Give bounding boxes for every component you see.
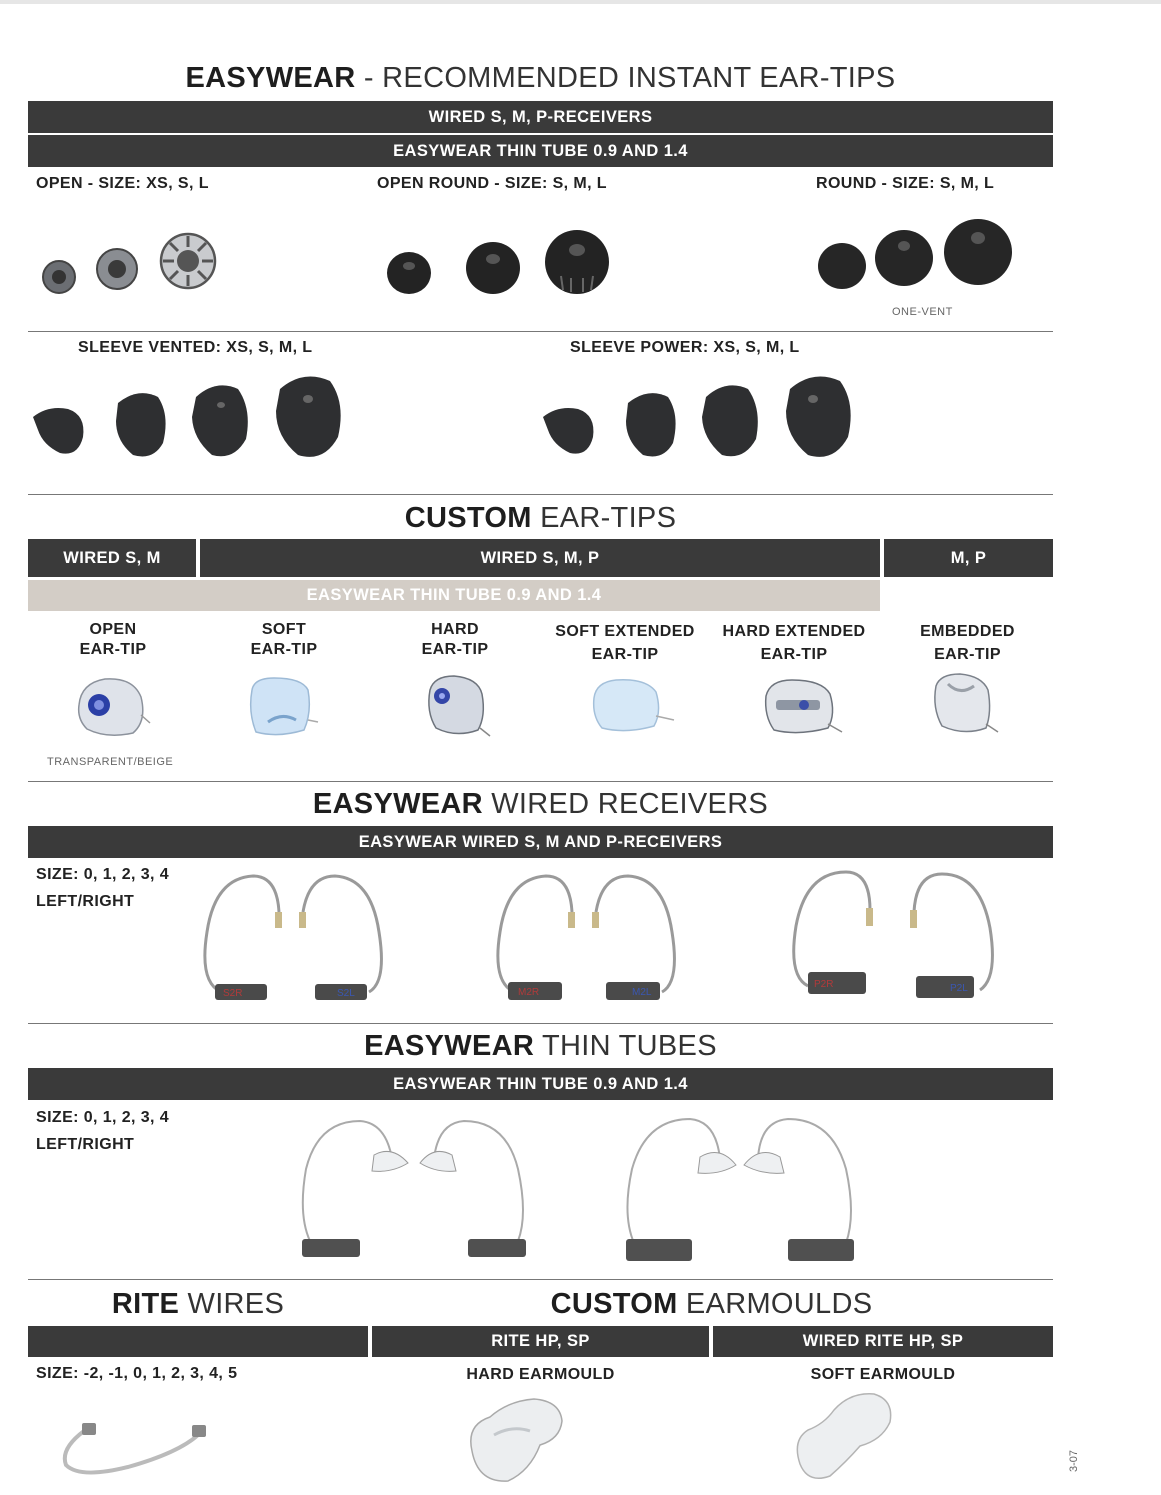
- hard-earmould-image: [464, 1395, 574, 1487]
- one-vent-note: ONE-VENT: [892, 306, 953, 318]
- receiver-m-pair-image: [488, 872, 688, 1004]
- sleeve-vented-label: SLEEVE VENTED: XS, S, M, L: [78, 339, 313, 356]
- receiver-side-label: LEFT/RIGHT: [36, 893, 135, 910]
- open-size-label: OPEN - SIZE: XS, S, L: [36, 175, 209, 192]
- hard-extended-ear-tip-label: HARD EXTENDED EAR-TIP: [722, 623, 866, 663]
- receiver-size-label: SIZE: 0, 1, 2, 3, 4: [36, 866, 169, 883]
- soft-earmould-label: SOFT EARMOULD: [810, 1366, 956, 1383]
- top-border: [0, 0, 1161, 4]
- round-size-label: ROUND - SIZE: S, M, L: [816, 175, 995, 192]
- transparent-beige-note: TRANSPARENT/BEIGE: [47, 756, 174, 768]
- hard-earmould-label: HARD EARMOULD: [466, 1366, 615, 1383]
- open-round-domes-image: [385, 228, 615, 298]
- receiver-s-pair-image: [195, 872, 395, 1004]
- sleeve-power-label: SLEEVE POWER: XS, S, M, L: [570, 339, 800, 356]
- thin-tube-pair-large-image: [620, 1115, 860, 1265]
- hard-ear-tip-label: HARD EAR-TIP: [421, 621, 489, 658]
- mp-bar: M, P: [884, 539, 1053, 577]
- open-ear-tip-label: OPEN EAR-TIP: [79, 621, 147, 658]
- custom-earmoulds-title: CUSTOM EARMOULDS: [550, 1288, 873, 1320]
- divider-2: [28, 494, 1053, 495]
- divider-4: [28, 1023, 1053, 1024]
- open-round-size-label: OPEN ROUND - SIZE: S, M, L: [377, 175, 607, 192]
- thin-tube-bar: EASYWEAR THIN TUBE 0.9 AND 1.4: [28, 135, 1053, 167]
- divider-3: [28, 781, 1053, 782]
- open-ear-tip-image: [75, 675, 155, 740]
- rite-size-label: SIZE: -2, -1, 0, 1, 2, 3, 4, 5: [36, 1365, 238, 1382]
- thin-tube-pair-small-image: [296, 1115, 531, 1263]
- thin-tubes-type-bar: EASYWEAR THIN TUBE 0.9 AND 1.4: [28, 1068, 1053, 1100]
- tube-size-label: SIZE: 0, 1, 2, 3, 4: [36, 1109, 169, 1126]
- wired-smp-bar: WIRED S, M, P: [200, 539, 880, 577]
- soft-extended-ear-tip-image: [590, 676, 678, 736]
- rite-hp-sp-bar: RITE HP, SP: [372, 1326, 709, 1357]
- instant-tips-title: EASYWEAR - RECOMMENDED INSTANT EAR-TIPS: [185, 62, 896, 94]
- divider-5: [28, 1279, 1053, 1280]
- receiver-tag-s2l: S2L: [337, 988, 355, 999]
- rite-wire-image: [58, 1415, 218, 1481]
- embedded-ear-tip-image: [930, 672, 1002, 738]
- soft-ear-tip-label: SOFT EAR-TIP: [250, 621, 318, 658]
- divider-1: [28, 331, 1053, 332]
- receiver-p-pair-image: [784, 868, 1004, 1004]
- rite-wires-title: RITE WIRES: [111, 1288, 285, 1320]
- embedded-ear-tip-label: EMBEDDED EAR-TIP: [920, 623, 1015, 663]
- receiver-tag-m2l: M2L: [632, 987, 652, 998]
- rite-wires-bar: [28, 1326, 368, 1357]
- soft-earmould-image: [790, 1390, 900, 1486]
- soft-extended-ear-tip-label: SOFT EXTENDED EAR-TIP: [555, 623, 695, 663]
- wired-receivers-type-bar: EASYWEAR WIRED S, M AND P-RECEIVERS: [28, 826, 1053, 858]
- tube-side-label: LEFT/RIGHT: [36, 1136, 135, 1153]
- sleeve-power-image: [538, 375, 868, 465]
- wired-receivers-bar: WIRED S, M, P-RECEIVERS: [28, 101, 1053, 133]
- soft-ear-tip-image: [248, 676, 323, 738]
- open-domes-image: [38, 225, 223, 300]
- wired-receivers-title: EASYWEAR WIRED RECEIVERS: [312, 788, 769, 820]
- sleeve-vented-image: [28, 375, 358, 465]
- receiver-tag-m2r: M2R: [518, 987, 540, 998]
- wired-sm-bar: WIRED S, M: [28, 539, 196, 577]
- receiver-tag-p2r: P2R: [814, 979, 834, 990]
- round-domes-image: [816, 216, 1016, 296]
- hard-ear-tip-image: [424, 672, 496, 742]
- thin-tubes-title: EASYWEAR THIN TUBES: [364, 1030, 717, 1062]
- receiver-tag-s2r: S2R: [223, 988, 243, 999]
- wired-rite-hp-sp-bar: WIRED RITE HP, SP: [713, 1326, 1053, 1357]
- receiver-tag-p2l: P2L: [950, 983, 968, 994]
- custom-tips-title: CUSTOM EAR-TIPS: [404, 502, 677, 534]
- thin-tube-beige-bar: EASYWEAR THIN TUBE 0.9 AND 1.4: [28, 580, 880, 611]
- side-code: 3-07: [1068, 1449, 1080, 1472]
- hard-extended-ear-tip-image: [762, 676, 844, 740]
